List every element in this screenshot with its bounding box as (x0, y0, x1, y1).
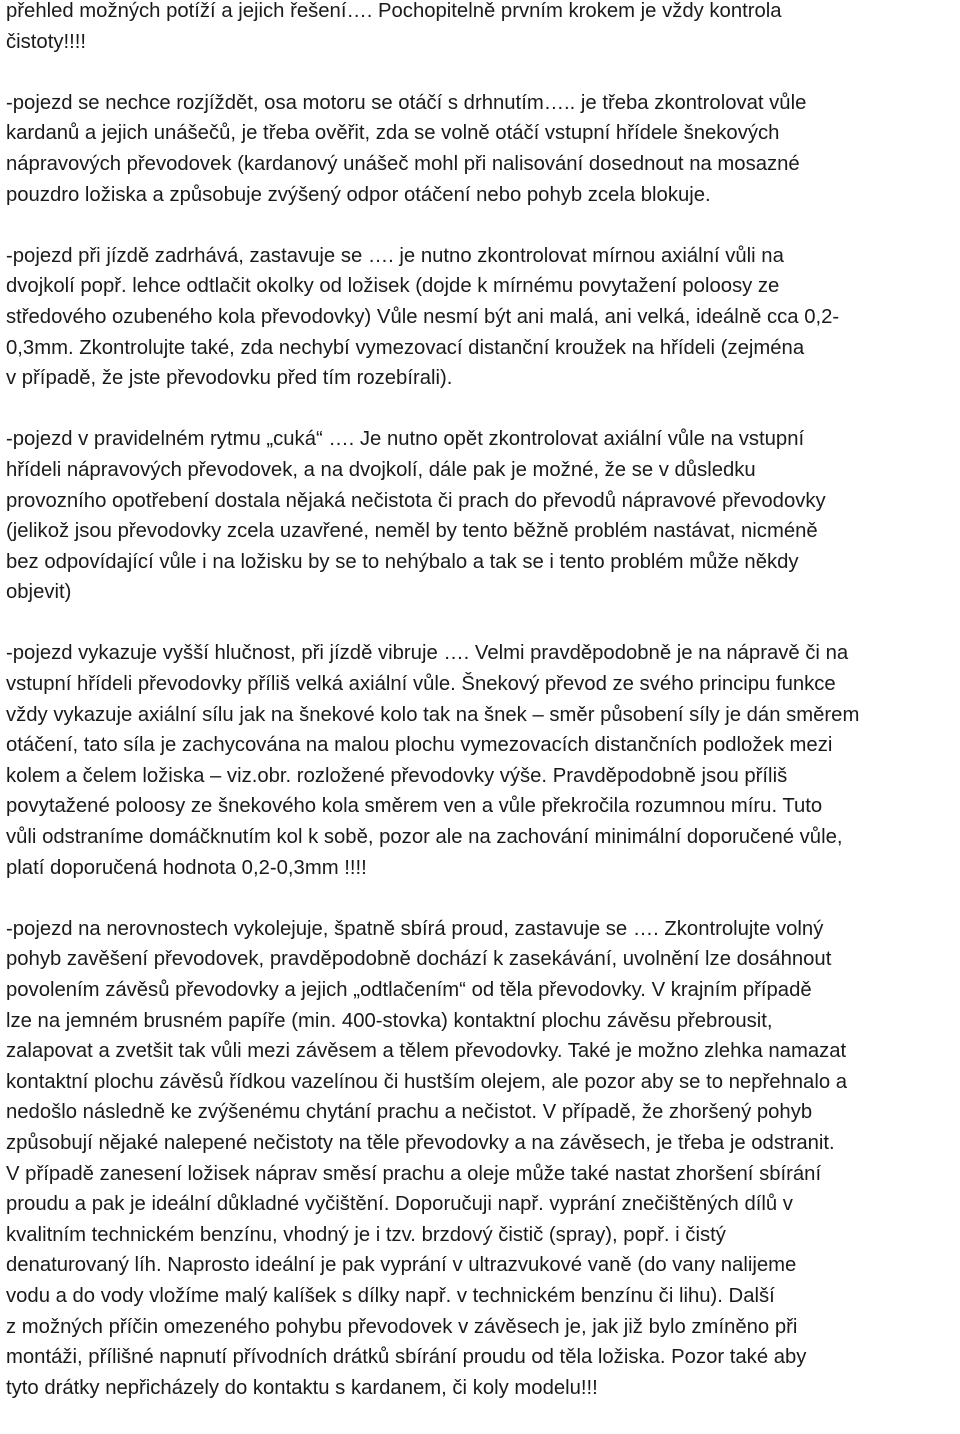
text-line: (jelikož jsou převodovky zcela uzavřené, neměl by tento běžně problém nastávat, nicméně (6, 520, 818, 543)
text-line: středového ozubeného kola převodovky) Vůle nesmí být ani malá, ani velká, ideálně cca 0,2- (6, 305, 840, 328)
text-line: -pojezd vykazuje vyšší hlučnost, při jízdě vibruje …. Velmi pravděpodobně je na nápravě či na (6, 642, 849, 665)
text-line: pouzdro ložiska a způsobuje zvýšený odpor otáčení nebo pohyb zcela blokuje. (6, 183, 711, 206)
paragraph-noise (6, 638, 960, 883)
text-line: nedošlo následně ke zvýšenému chytání prachu a nečistot. V případě, že zhoršený pohyb (6, 1101, 813, 1124)
text-line: 0,3mm. Zkontrolujte také, zda nechybí vymezovací distanční kroužek na hřídeli (zejména (6, 336, 805, 359)
text-line: kontaktní plochu závěsů řídkou vazelínou či hustším olejem, ale pozor aby se to nepřehnalo a (6, 1070, 848, 1093)
text-line: -pojezd při jízdě zadrhává, zastavuje se …. je nutno zkontrolovat mírnou axiální vůli na (6, 244, 784, 267)
text-line: vůli odstraníme domáčknutím kol k sobě, pozor ale na zachování minimální doporučené vůle, (6, 826, 843, 849)
text-line: otáčení, tato síla je zachycována na malou plochu vymezovacích distančních podložek mezi (6, 734, 833, 757)
text-line: -pojezd na nerovnostech vykolejuje, špatně sbírá proud, zastavuje se …. Zkontrolujte volný (6, 917, 824, 940)
text-line: proudu a pak je ideální důkladné vyčištění. Doporučuji např. vyprání znečištěných dílů v (6, 1193, 793, 1216)
text-line: čistoty!!!! (6, 30, 87, 53)
text-line: montáži, přílišné napnutí přívodních drátků sbírání proudu od těla ložiska. Pozor také aby (6, 1346, 807, 1369)
text-line: vždy vykazuje axiální sílu jak na šnekové kolo tak na šnek – směr působení síly je dán směrem (6, 703, 860, 726)
text-line: platí doporučená hodnota 0,2-0,3mm !!!! (6, 856, 367, 879)
text-line: tyto drátky nepřicházely do kontaktu s kardanem, či koly modelu!!! (6, 1376, 598, 1399)
text-line: vodu a do vody vložíme malý kalíšek s dílky např. v technickém benzínu či lihu). Další (6, 1284, 775, 1307)
text-line: dvojkolí popř. lehce odtlačit okolky od ložisek (dojde k mírnému povytažení poloosy ze (6, 275, 780, 298)
text-line: lze na jemném brusném papíře (min. 400-stovka) kontaktní plochu závěsu přebrousit, (6, 1009, 773, 1032)
text-line: z možných příčin omezeného pohybu převodovek v závěsech je, jak již bylo zmíněno při (6, 1315, 798, 1338)
paragraph-motor-drag (6, 88, 960, 210)
text-line: hřídeli nápravových převodovek, a na dvojkolí, dále pak je možné, že se v důsledku (6, 458, 756, 481)
text-line: povytažené poloosy ze šnekového kola směrem ven a vůle překročila rozumnou míru. Tuto (6, 795, 823, 818)
text-line: objevit) (6, 581, 72, 604)
text-line: kvalitním technickém benzínu, vhodný je i tzv. brzdový čistič (spray), popř. i čistý (6, 1223, 726, 1246)
text-line: provozního opotřebení dostala nějaká nečistota či prach do převodů nápravové převodovky (6, 489, 826, 512)
text-line: bez odpovídající vůle i na ložisku by se to nehýbalo a tak se i tento problém může někdy (6, 550, 799, 573)
text-line: povolením závěsů převodovky a jejich „odtlačením“ od těla převodovky. V krajním případě (6, 979, 812, 1001)
text-line: -pojezd se nechce rozjíždět, osa motoru se otáčí s drhnutím….. je třeba zkontrolovat vůle (6, 91, 807, 114)
text-line: V případě zanesení ložisek náprav směsí prachu a oleje může také nastat zhoršení sbírání (6, 1162, 822, 1185)
paragraph-derailing (6, 914, 960, 1404)
text-line: -pojezd v pravidelném rytmu „cuká“ …. Je nutno opět zkontrolovat axiální vůle na vstupní (6, 428, 805, 451)
text-line: v případě, že jste převodovku před tím rozebírali). (6, 367, 453, 390)
document-page (6, 0, 960, 1434)
text-line: denaturovaný líh. Naprosto ideální je pak vyprání v ultrazvukové vaně (do vany nalijeme (6, 1254, 797, 1277)
text-line: zalapovat a zvetšit tak vůli mezi závěsem a tělem převodovky. Také je možno zlehka namazat (6, 1040, 847, 1063)
text-line: přehled možných potíží a jejich řešení…. Pochopitelně prvním krokem je vždy kontrola (6, 0, 782, 22)
paragraph-stalling (6, 241, 960, 394)
text-line: způsobují nějaké nalepené nečistoty na těle převodovky a na závěsech, je třeba je odstranit. (6, 1131, 835, 1154)
paragraph-intro (6, 0, 960, 57)
text-line: pohyb zavěšení převodovek, pravděpodobně dochází k zasekávání, uvolnění lze dosáhnout (6, 948, 832, 971)
text-line: kardanů a jejich unášečů, je třeba ověřit, zda se volně otáčí vstupní hřídele šnekových (6, 122, 780, 145)
text-line: nápravových převodovek (kardanový unášeč mohl při nalisování dosednout na mosazné (6, 152, 800, 175)
text-line: vstupní hřídeli převodovky příliš velká axiální vůle. Šnekový převod ze svého principu funkce (6, 673, 836, 696)
paragraph-jerking (6, 424, 960, 608)
text-line: kolem a čelem ložiska – viz.obr. rozložené převodovky výše. Pravděpodobně jsou příliš (6, 764, 788, 787)
